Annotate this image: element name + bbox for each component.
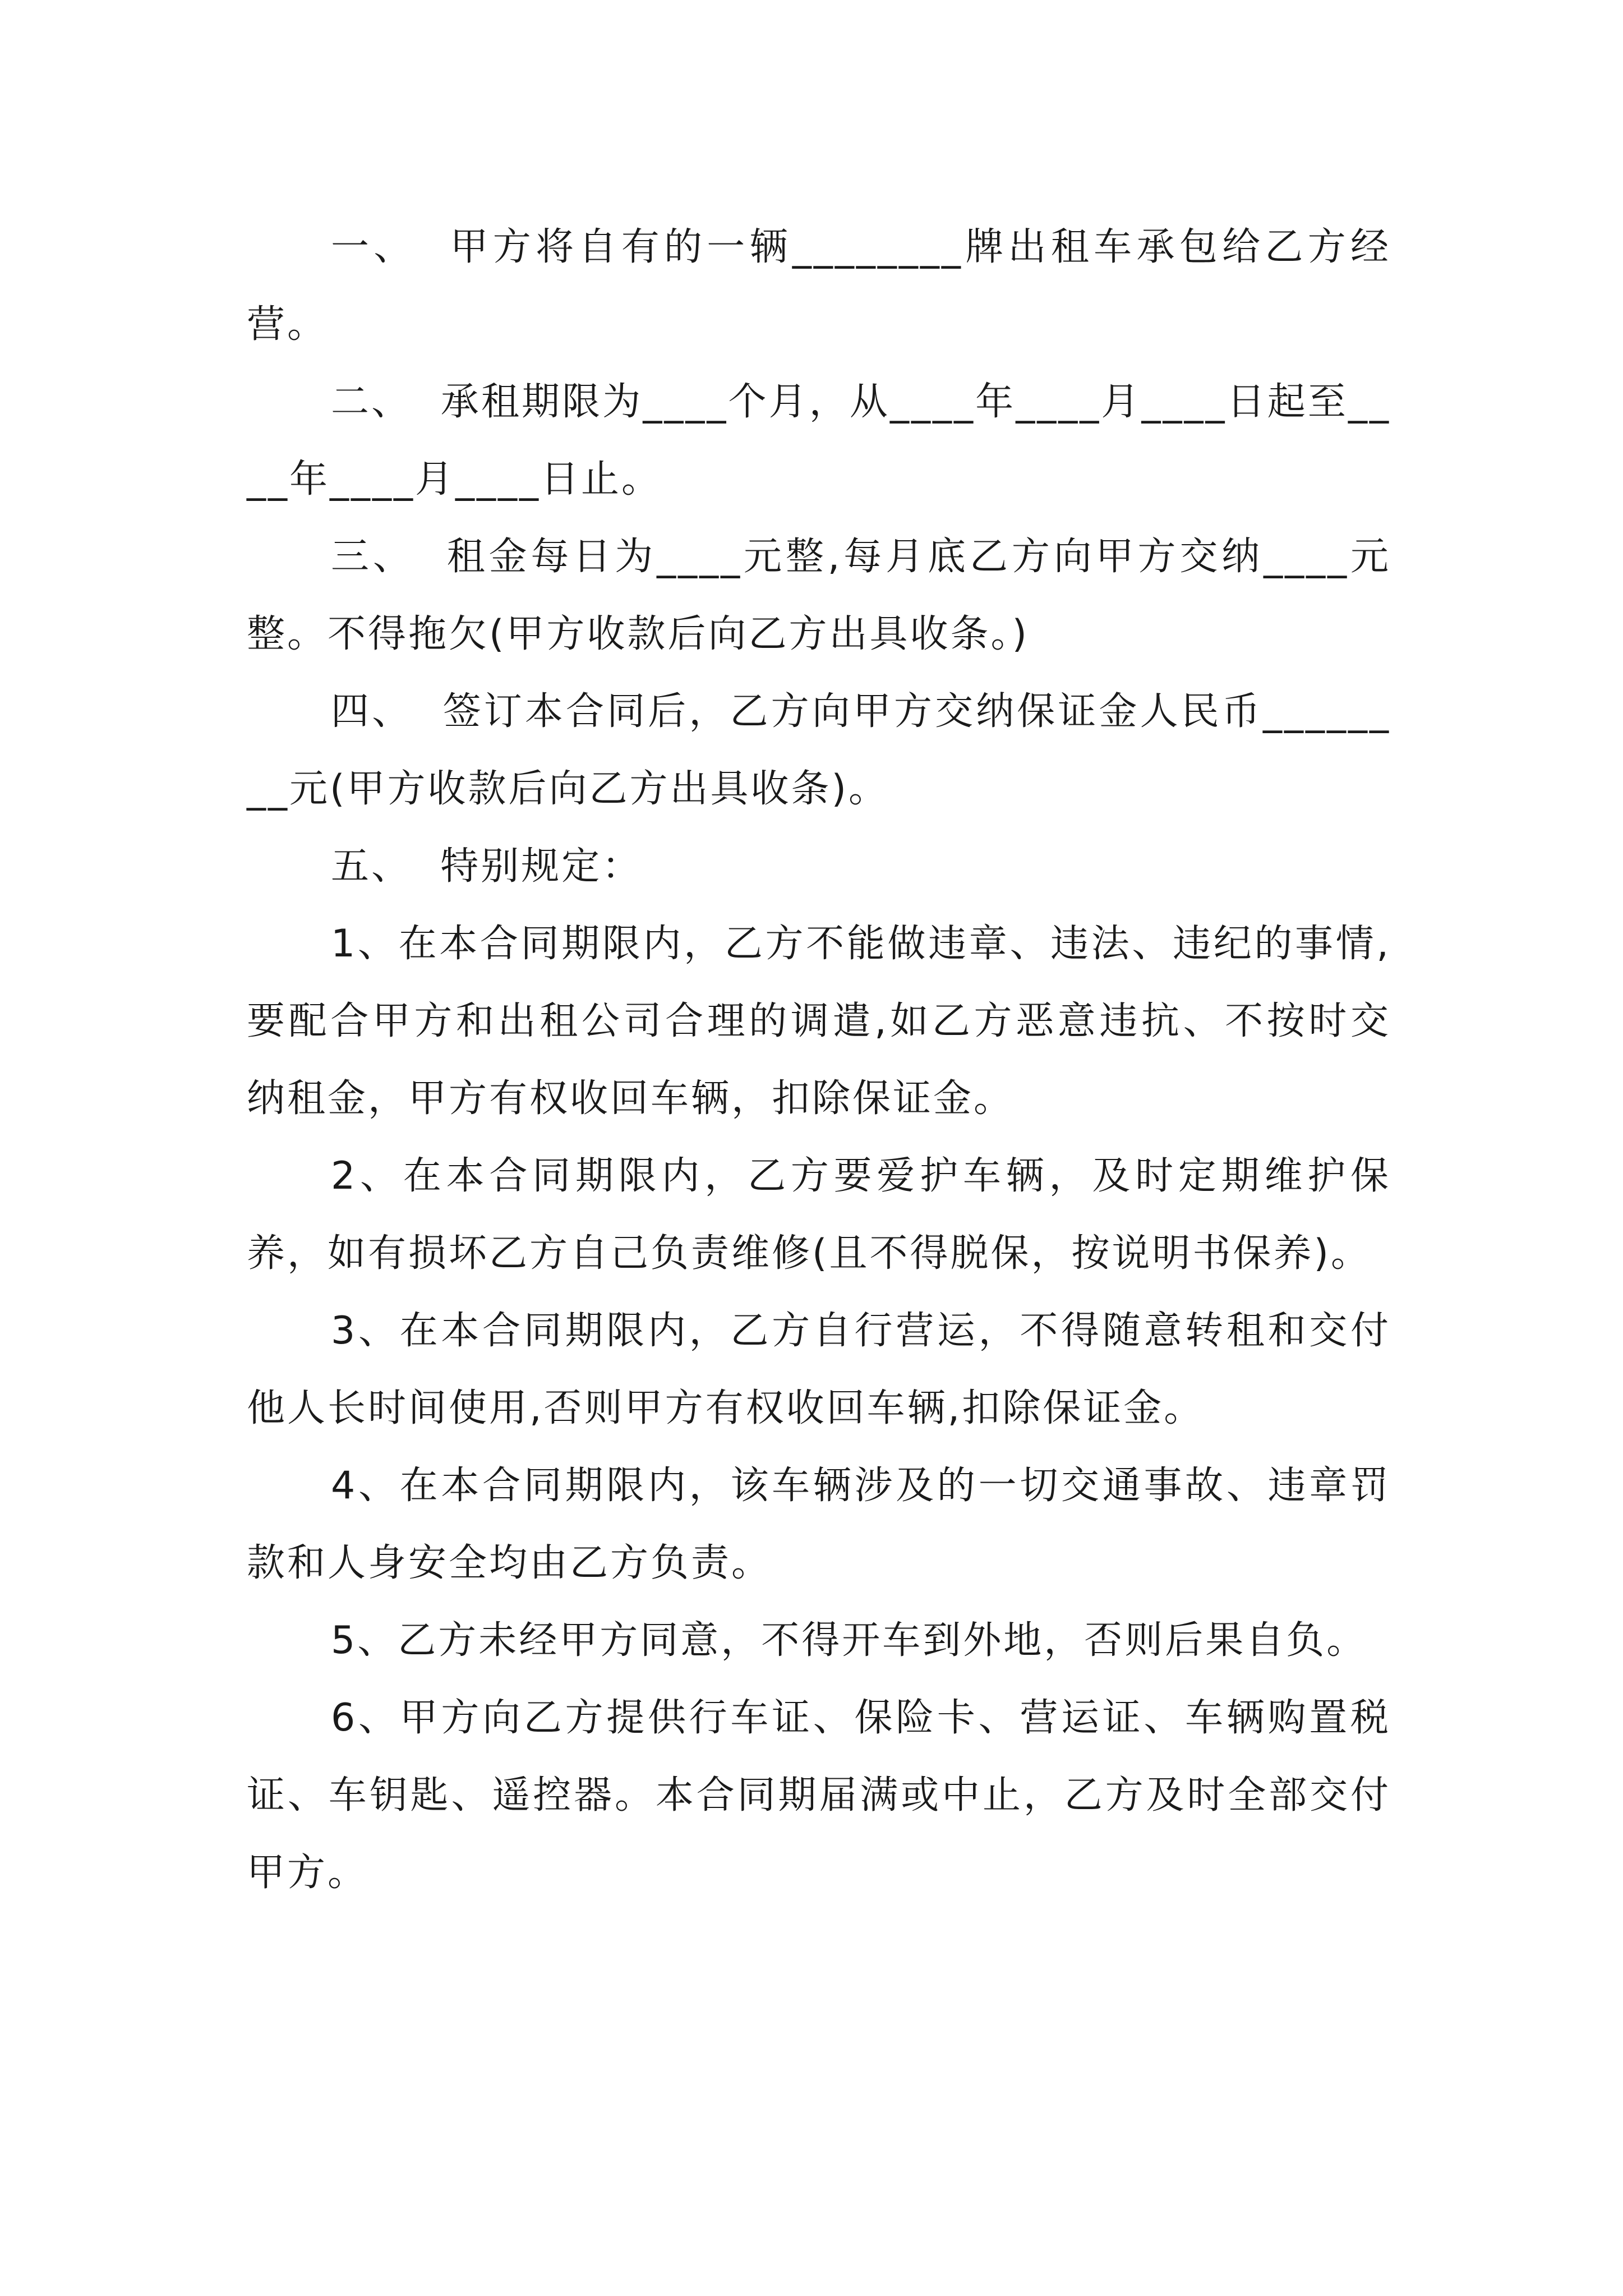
document-body <box>247 209 1391 1912</box>
clause-1: 一、 甲方将自有的一辆________牌出租车承包给乙方经营。 <box>247 225 1391 347</box>
clause-5-heading: 五、 特别规定： <box>331 844 643 889</box>
rule-2: 2、在本合同期限内，乙方要爱护车辆，及时定期维护保养，如有损坏乙方自己负责维修(且不得脱保，按说明书保养)。 <box>247 1154 1391 1276</box>
rule-1: 1、在本合同期限内，乙方不能做违章、违法、违纪的事情,要配合甲方和出租公司合理的调遣,如乙方恶意违抗、不按时交纳租金，甲方有权收回车辆，扣除保证金。 <box>247 922 1391 1121</box>
clause-2: 二、 承租期限为____个月，从____年____月____日起至____年____月____日止。 <box>247 380 1391 501</box>
clause-3: 三、 租金每日为____元整,每月底乙方向甲方交纳____元整。不得拖欠(甲方收款后向乙方出具收条。) <box>247 535 1391 656</box>
rule-3: 3、在本合同期限内，乙方自行营运，不得随意转租和交付他人长时间使用,否则甲方有权收回车辆,扣除保证金。 <box>247 1309 1391 1430</box>
clause-4: 四、 签订本合同后，乙方向甲方交纳保证金人民币________元(甲方收款后向乙方出具收条)。 <box>247 689 1391 811</box>
rule-5: 5、乙方未经甲方同意，不得开车到外地，否则后果自负。 <box>331 1618 1367 1663</box>
rule-6: 6、甲方向乙方提供行车证、保险卡、营运证、车辆购置税证、车钥匙、遥控器。本合同期届满或中止，乙方及时全部交付甲方。 <box>247 1696 1391 1895</box>
rule-4: 4、在本合同期限内，该车辆涉及的一切交通事故、违章罚款和人身安全均由乙方负责。 <box>247 1464 1391 1585</box>
